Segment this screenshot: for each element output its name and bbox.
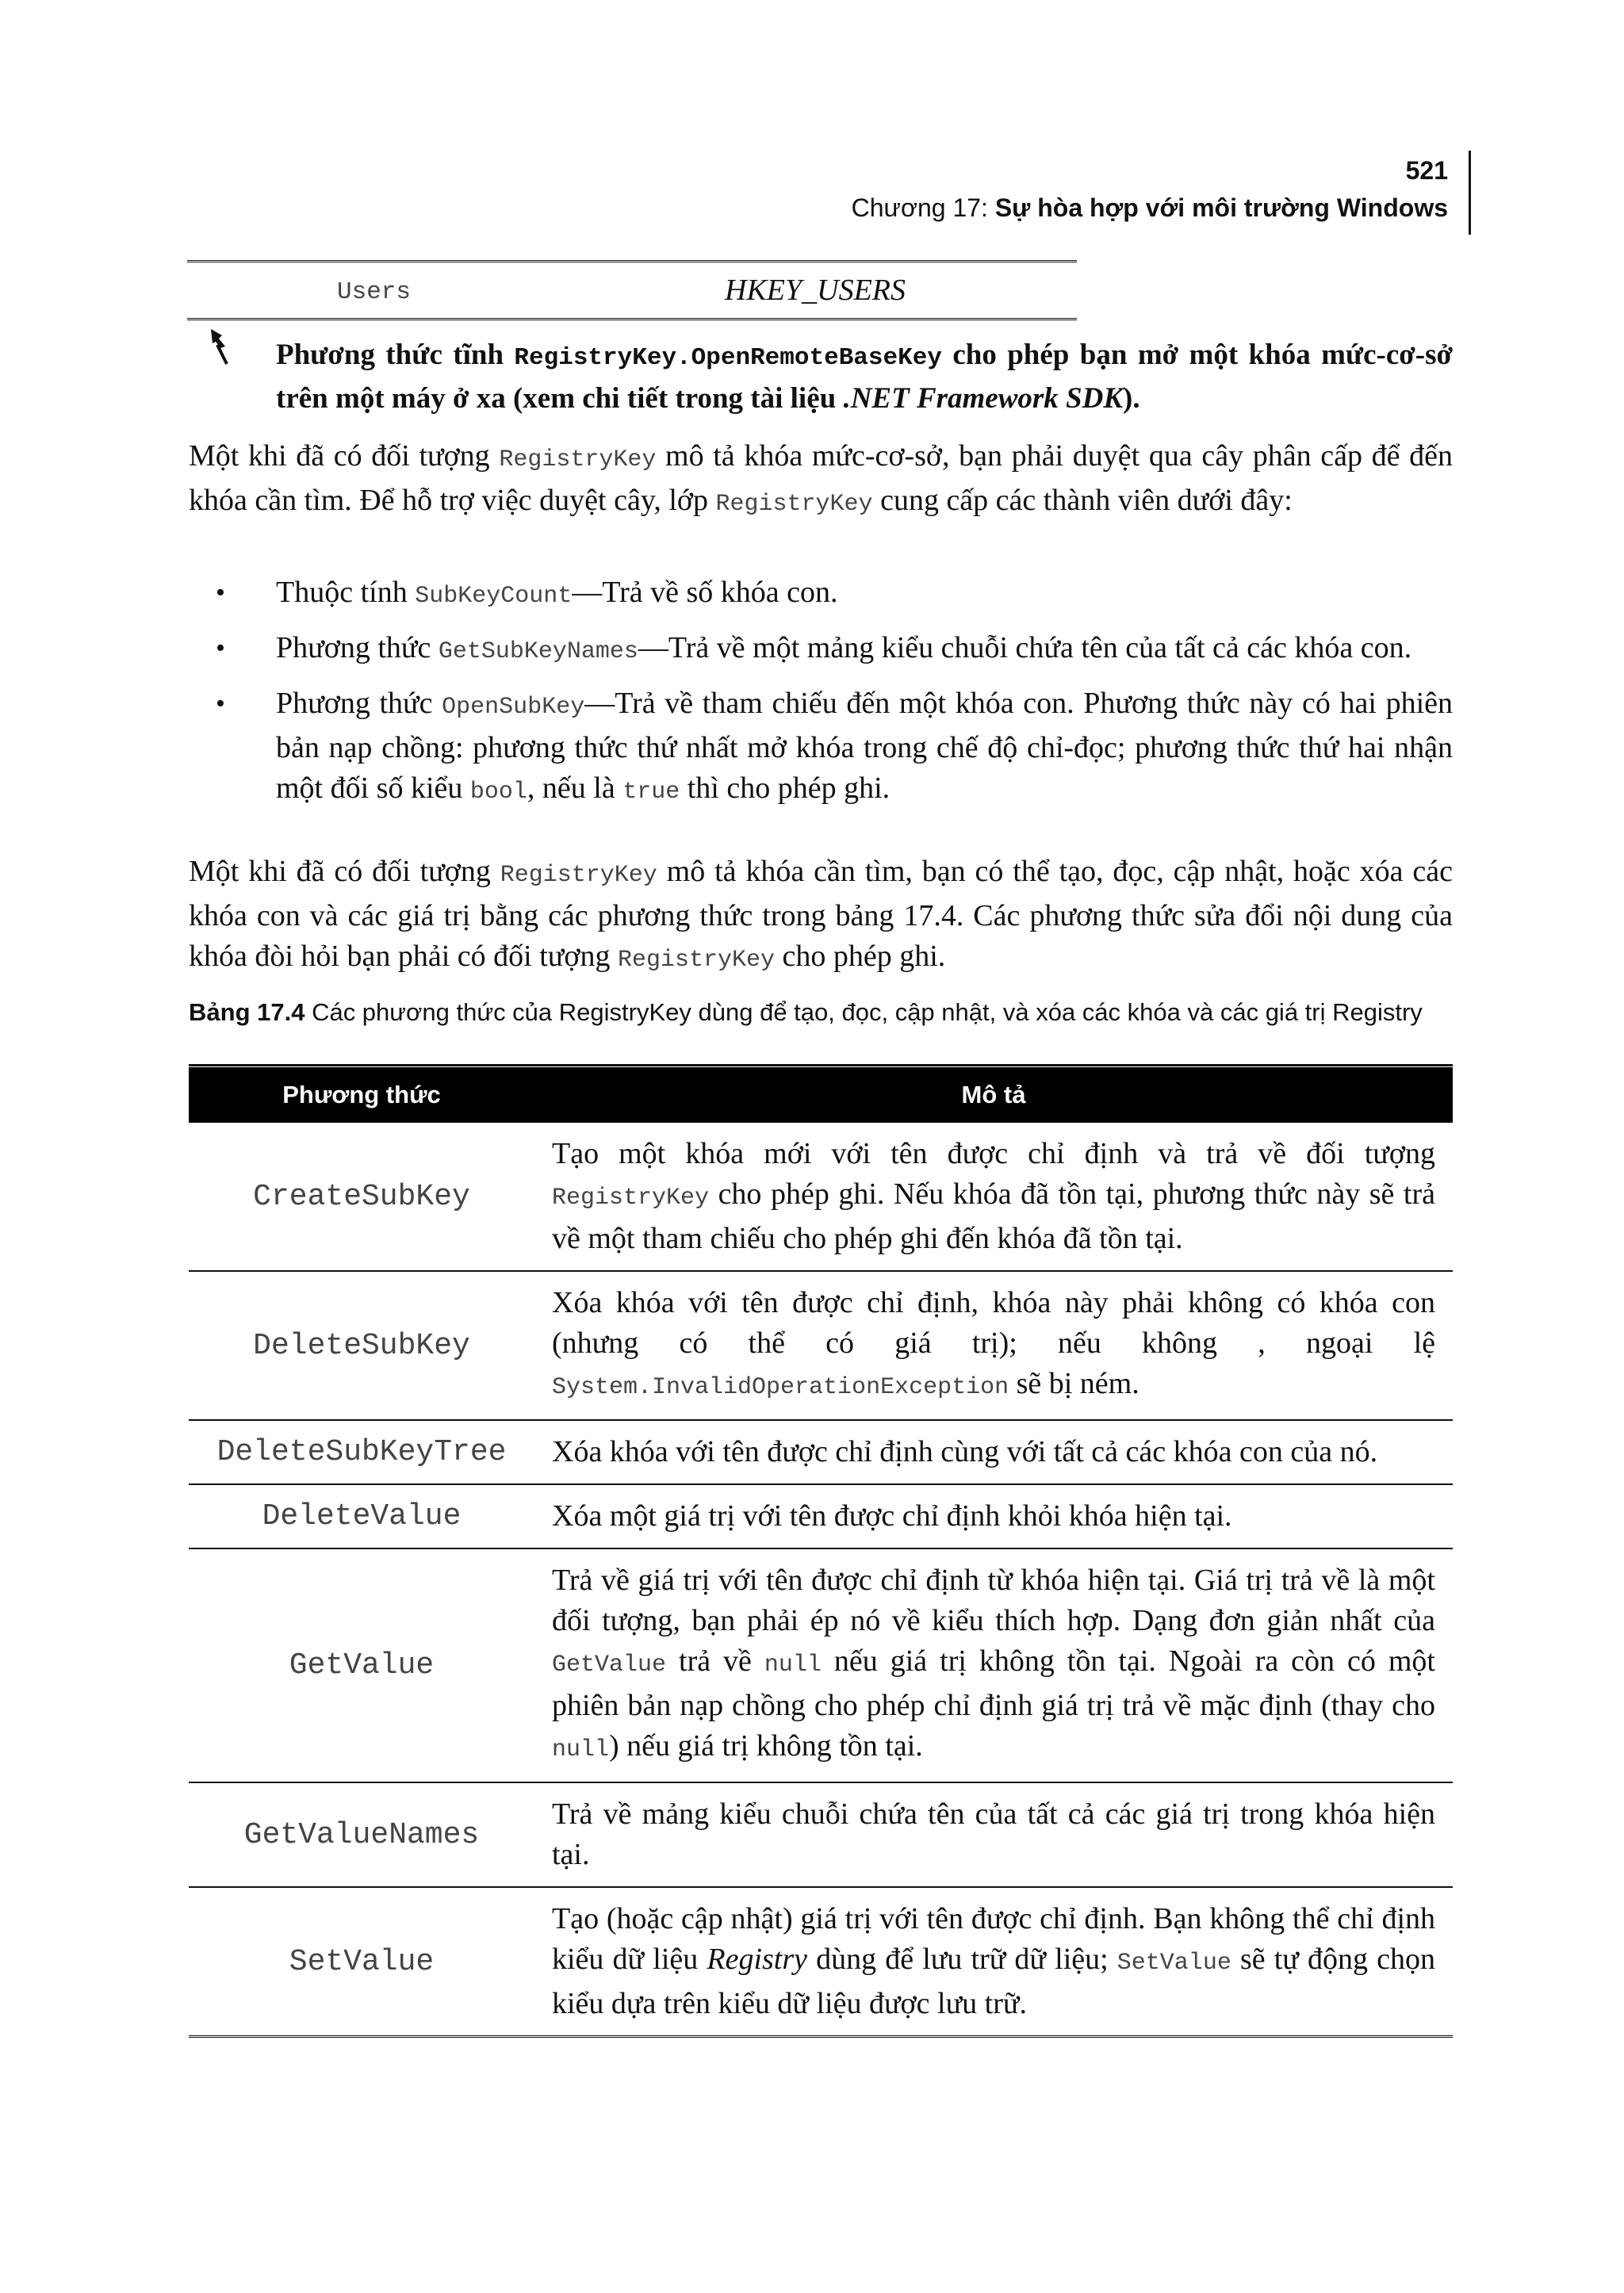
para2-code2: RegistryKey <box>617 947 775 974</box>
method-description <box>534 1782 1453 1887</box>
chapter-header <box>852 193 1448 223</box>
desc-text: Xóa khóa với tên được chỉ định, khóa này phải không có khóa con (nhưng có thể có giá trị); nếu không , ngoại lệ <box>552 1286 1435 1360</box>
table-row <box>189 1484 1453 1548</box>
bullet-post: —Trả về một mảng kiểu chuỗi chứa tên của tất cả các khóa con. <box>638 631 1412 664</box>
note-italic: .NET Framework SDK <box>843 382 1124 415</box>
para2-t2: mô tả khóa cần tìm, bạn có thể tạo, đọc, cập nhật, hoặc xóa các khóa con và các giá trị bằng các phương thức trong bảng 17.4. Các phương thức sửa đổi nội dung của khóa đòi hỏi bạn phải có đối tượng <box>189 855 1453 973</box>
bullet-post3: thì cho phép ghi. <box>680 771 891 805</box>
table-row <box>189 1271 1453 1420</box>
note-pre: Phương thức tĩnh <box>276 339 515 371</box>
para1-t1: Một khi đã có đối tượng <box>189 439 500 473</box>
desc-text: ) nếu giá trị không tồn tại. <box>609 1729 923 1763</box>
table-top-rule <box>189 1064 1453 1066</box>
list-item <box>189 683 1453 813</box>
method-description <box>534 1271 1453 1420</box>
caption-text: Các phương thức của RegistryKey dùng để tạo, đọc, cập nhật, và xóa các khóa và các giá trị Registry <box>304 998 1423 1026</box>
bullet-post2: , nếu là <box>527 771 623 805</box>
method-description <box>534 1887 1453 2037</box>
desc-code: GetValue <box>552 1652 667 1679</box>
method-name: DeleteSubKeyTree <box>189 1420 534 1484</box>
note-post: ). <box>1123 382 1140 415</box>
table-row <box>189 1887 1453 2037</box>
desc-code: System.InvalidOperationException <box>552 1374 1009 1401</box>
desc-code: null <box>552 1736 610 1763</box>
fragment-bottom-rule <box>187 318 1077 320</box>
desc-text: Trả về mảng kiểu chuỗi chứa tên của tất cả các giá trị trong khóa hiện tại. <box>552 1797 1435 1871</box>
bullet-code3: true <box>622 779 680 806</box>
fragment-key: Users <box>337 278 412 306</box>
method-name: DeleteValue <box>189 1484 534 1548</box>
table-row <box>189 1548 1453 1782</box>
bullet-post: —Trả về số khóa con. <box>572 576 838 609</box>
para1-code1: RegistryKey <box>499 446 657 473</box>
method-name: GetValue <box>189 1548 534 1782</box>
desc-code: RegistryKey <box>552 1185 710 1212</box>
method-name: DeleteSubKey <box>189 1271 534 1420</box>
bullet-pre: Phương thức <box>276 631 439 664</box>
para2-t1: Một khi đã có đối tượng <box>189 855 500 888</box>
desc-text: sẽ bị ném. <box>1009 1367 1139 1400</box>
bullet-code2: bool <box>469 779 527 806</box>
bullet-pre: Thuộc tính <box>276 576 416 609</box>
fragment-top-rule <box>187 260 1077 262</box>
method-description <box>534 1548 1453 1782</box>
desc-text: nếu giá trị không tồn tại. Ngoài ra còn có một phiên bản nạp chồng cho phép chỉ định giá trị trả về mặc định (thay cho <box>552 1644 1435 1722</box>
desc-text: Xóa một giá trị với tên được chỉ định khỏi khóa hiện tại. <box>552 1499 1232 1533</box>
paragraph-2 <box>189 852 1453 981</box>
method-description <box>534 1484 1453 1548</box>
desc-text: Tạo một khóa mới với tên được chỉ định và trả về đối tượng <box>552 1137 1435 1170</box>
column-header-method: Phương thức <box>189 1067 534 1123</box>
note-text <box>276 335 1453 419</box>
note-mid: cho phép bạn mở một khóa mức-cơ-sở trên một máy ở xa (xem chi tiết trong tài liệu <box>276 339 1453 415</box>
table-row <box>189 1420 1453 1484</box>
desc-text: Trả về giá trị với tên được chỉ định từ khóa hiện tại. Giá trị trả về là một đối tượng, bạn phải ép nó về kiểu thích hợp. Dạng đơn giản nhất của <box>552 1564 1435 1637</box>
fragment-value: HKEY_USERS <box>725 274 906 307</box>
pushpin-icon <box>205 327 233 371</box>
member-list <box>189 572 1453 824</box>
list-item <box>189 628 1453 672</box>
chapter-title: Sự hòa hợp với môi trường Windows <box>994 193 1448 222</box>
desc-text: dùng để lưu trữ dữ liệu; <box>807 1943 1117 1976</box>
para2-code1: RegistryKey <box>500 862 657 889</box>
method-description <box>534 1123 1453 1271</box>
page-number: 521 <box>1405 156 1448 185</box>
bullet-pre: Phương thức <box>276 687 442 720</box>
note-code: RegistryKey.OpenRemoteBaseKey <box>514 344 942 372</box>
column-header-description: Mô tả <box>534 1067 1453 1123</box>
method-name: CreateSubKey <box>189 1123 534 1271</box>
methods-table <box>189 1067 1453 2038</box>
bullet-code: SubKeyCount <box>415 583 573 610</box>
desc-italic: Registry <box>707 1943 807 1976</box>
bullet-code: GetSubKeyNames <box>438 638 638 665</box>
para1-code2: RegistryKey <box>715 491 873 518</box>
method-name: SetValue <box>189 1887 534 2037</box>
paragraph-1 <box>189 436 1453 525</box>
chapter-prefix: Chương 17: <box>851 193 995 222</box>
desc-text: trả về <box>666 1644 764 1678</box>
caption-label: Bảng 17.4 <box>189 998 305 1026</box>
desc-text: sẽ tự động chọn kiểu dựa trên kiểu dữ liệu được lưu trữ. <box>552 1943 1435 2020</box>
desc-text: cho phép ghi. Nếu khóa đã tồn tại, phương thức này sẽ trả về một tham chiếu cho phép ghi đến khóa đã tồn tại. <box>552 1177 1435 1255</box>
bullet-code: OpenSubKey <box>442 694 585 721</box>
desc-text: Tạo (hoặc cập nhật) giá trị với tên được chỉ định. Bạn không thể chỉ định kiểu dữ liệu <box>552 1902 1435 1976</box>
desc-text: Xóa khóa với tên được chỉ định cùng với tất cả các khóa con của nó. <box>552 1435 1378 1468</box>
table-row <box>189 1123 1453 1271</box>
method-name: GetValueNames <box>189 1782 534 1887</box>
table-row <box>189 1782 1453 1887</box>
bullet-post: —Trả về tham chiếu đến một khóa con. Phương thức này có hai phiên bản nạp chồng: phương thức thứ nhất mở khóa trong chế độ chỉ-đọc; phương thức thứ hai nhận một đối số kiểu <box>276 687 1454 805</box>
desc-code: null <box>764 1652 822 1679</box>
para1-t2: mô tả khóa mức-cơ-sở, bạn phải duyệt qua cây phân cấp để đến khóa cần tìm. Để hỗ trợ việc duyệt cây, lớp <box>189 439 1453 517</box>
method-description <box>534 1420 1453 1484</box>
header-rule <box>1469 151 1471 235</box>
table-caption <box>189 997 1453 1028</box>
table-header-row <box>189 1067 1453 1123</box>
list-item <box>189 572 1453 617</box>
para1-t3: cung cấp các thành viên dưới đây: <box>872 484 1293 517</box>
desc-code: SetValue <box>1116 1950 1231 1977</box>
para2-t3: cho phép ghi. <box>775 940 946 973</box>
